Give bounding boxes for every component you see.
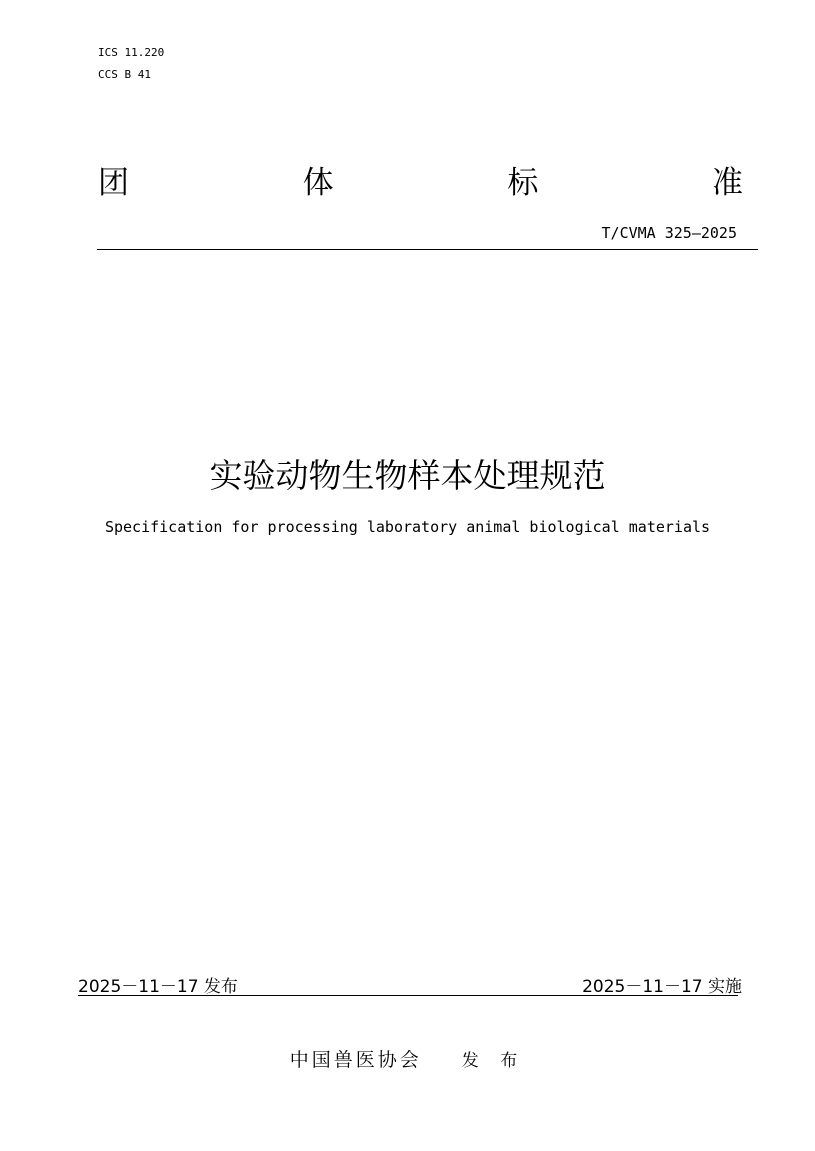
standard-type-char-4: 准 (711, 164, 743, 201)
ics-code: ICS 11.220 (98, 46, 165, 59)
standard-type-char-1: 团 (98, 164, 129, 201)
standard-number: T/CVMA 325—2025 (601, 224, 737, 242)
implement-date: 2025－11－17 实施 (582, 977, 742, 997)
footer-divider (78, 995, 738, 996)
publish-date: 2025－11－17 发布 (78, 977, 238, 997)
issuer-line (0, 1045, 815, 1072)
ccs-code: CCS B 41 (98, 68, 151, 81)
issuer-name: 中国兽医协会 (289, 1049, 422, 1071)
document-title-english: Specification for processing laboratory animal biological materials (104, 518, 711, 536)
header-divider (97, 249, 758, 250)
standard-type-char-3: 标 (507, 164, 539, 201)
standard-type-heading (98, 157, 743, 201)
issuer-verb: 发 布 (461, 1051, 526, 1071)
standard-type-char-2: 体 (302, 164, 334, 201)
classification-codes (98, 42, 164, 86)
document-title-chinese: 实验动物生物样本处理规范 (209, 456, 606, 495)
